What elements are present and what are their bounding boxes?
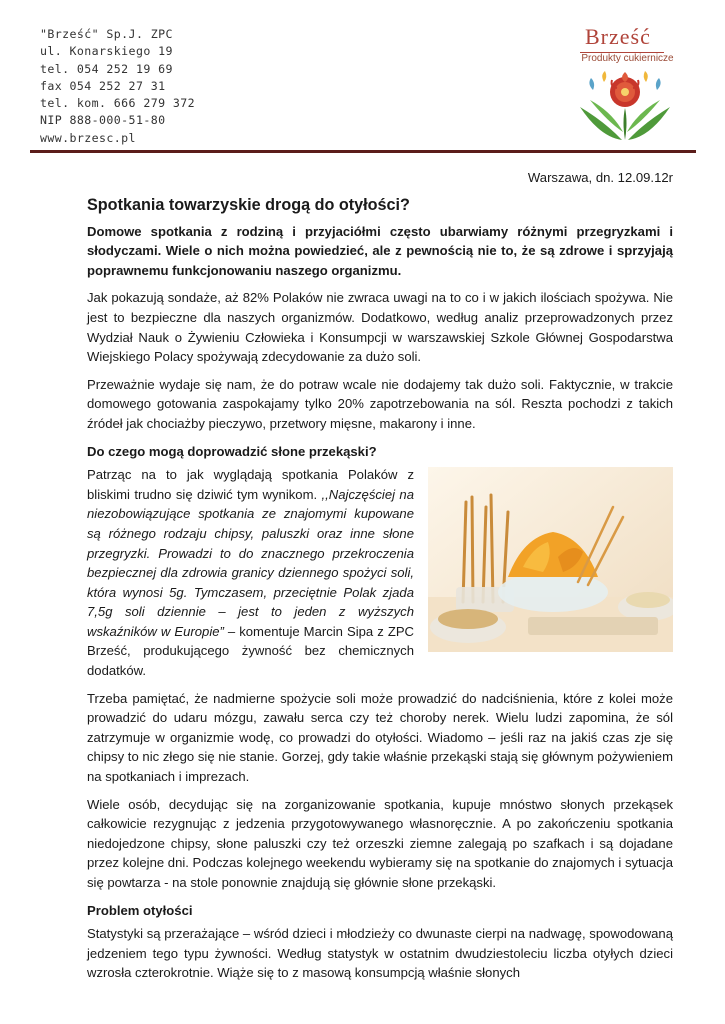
- article-title: Spotkania towarzyskie drogą do otyłości?: [87, 195, 410, 214]
- paragraph-2: Przeważnie wydaje się nam, że do potraw wcale nie dodajemy tak dużo soli. Faktycznie, w trakcie domowego gotowania zaspokajamy tylko 20% zapotrzebowania na sól. Reszta pochodzi z takich źródeł jak chociażby pieczywo, przetwory mięsne, makarony i inne.: [87, 376, 673, 431]
- company-fax: fax 054 252 27 31: [40, 78, 166, 93]
- paragraph-6: Statystyki są przerażające – wśród dzieci i młodzieży co dwunaste cierpi na nadwagę, spowodowaną jedzeniem tego typu żywności. Według statystyk w ostatnim dwudziestoleciu liczba otyłych dzieci wzrosła czterokrotnie. Wiąże się to z masową konsumpcją właśnie słonych: [87, 926, 673, 981]
- company-nip: NIP 888-000-51-80: [40, 113, 166, 128]
- company-street: ul. Konarskiego 19: [40, 44, 173, 59]
- logo-tagline: Produkty cukiernicze: [581, 53, 674, 64]
- expert-quote: ,,Najczęściej na niezobowiązujące spotkania ze znajomymi kupowane są różnego rodzaju chipsy, paluszki oraz inne słone przegryzki. Prowadzi to do znacznego przekroczenia bezpiecznej dla zdrowia granicy dziennego spożyci soli, która wynosi 5g. Tymczasem, przeciętnie Polak zjada 7,5g soli dziennie – jest to jeden z wyższych wskaźników w Europie”: [87, 486, 414, 639]
- paragraph-1: Jak pokazują sondaże, aż 82% Polaków nie zwraca uwagi na to co i w jakich ilościach spożywa. Nie jest to bezpieczne dla naszych organizmów. Dodatkowo, według analiz przeprowadzonych przez Wydział Nauk o Żywieniu Człowieka i Konsumpcji w warszawskiej Szkole Głównej Gospodarstwa Wiejskiego Polacy spożywają zdecydowanie za dużo soli.: [87, 290, 673, 365]
- header-divider: [30, 150, 696, 153]
- paragraph-3-attribution: – komentuje Marcin Sipa z ZPC Brześć, produkującego żywność bez chemicznych dodatków.: [87, 623, 415, 679]
- company-mobile: tel. kom. 666 279 372: [40, 96, 195, 111]
- company-phone: tel. 054 252 19 69: [40, 61, 173, 76]
- article-body: [87, 168, 673, 991]
- company-name: "Brześć" Sp.J. ZPC: [40, 27, 173, 41]
- flower-ornament-icon: [560, 22, 690, 152]
- company-website: www.brzesc.pl: [40, 130, 136, 145]
- article-lead: Domowe spotkania z rodziną i przyjaciółmi często ubarwiamy różnymi przegryzkami i słodyczami. Wiele o nich można powiedzieć, ale z pewnością nie to, że są zdrowe i sprzyjają poprawnemu funkcjonowaniu naszego organizmu.: [87, 223, 673, 278]
- section-heading-obesity: Problem otyłości: [87, 902, 193, 918]
- paragraph-5: Wiele osób, decydując się na zorganizowanie spotkania, kupuje mnóstwo słonych przekąsek całkowicie rezygnując z jedzenia przygotowywanego własnoręcznie. A po zakończeniu spotkania niedojedzone chipsy, słone paluszki czy też orzeszki ziemne zalegają po szafkach i są dojadane przez kolejne dni. Podczas kolejnego weekendu wybieramy się na spotkanie do znajomych i sytuacja się powtarza - na stole ponownie znajdują się głównie słone przekąski.: [87, 796, 673, 890]
- logo-wordmark: Brześć: [585, 24, 651, 49]
- article-date: Warszawa, dn. 12.09.12r: [527, 170, 673, 185]
- section-heading-snacks: Do czego mogą doprowadzić słone przekąski?: [87, 443, 377, 459]
- company-letterhead: [40, 26, 460, 147]
- paragraph-4: Trzeba pamiętać, że nadmierne spożycie soli może prowadzić do nadciśnienia, które z kolei może prowadzić do udaru mózgu, zawału serca czy też choroby nerek. Wielu ludzi zapomina, że sól zatrzymuje w organizmie wodę, co prowadzi do otyłości. Wiadomo – jeśli raz na jakiś czas zje się chipsy to nic złego się nie stanie. Gorzej, gdy takie właśnie przekąski stają się głównym pożywieniem na spotkaniach i imprezach.: [87, 690, 673, 785]
- salty-snacks-photo: [428, 467, 673, 652]
- paragraph-3-intro: Patrząc na to jak wyglądają spotkania Polaków z bliskimi trudno się dziwić tym wynikom.: [87, 467, 414, 502]
